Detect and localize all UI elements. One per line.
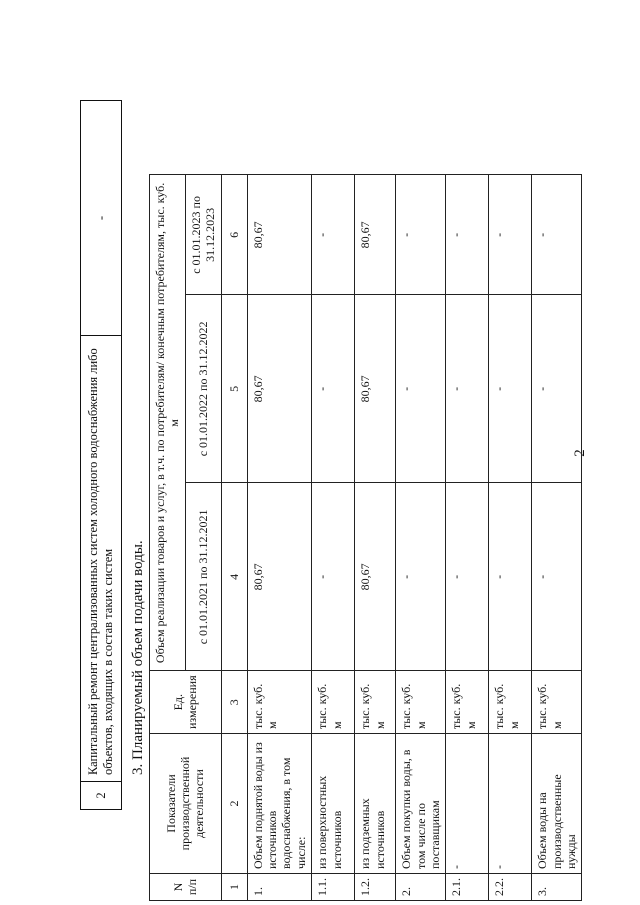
cell-unit: тыс. куб. м — [396, 671, 446, 734]
cell-value-2023: - — [446, 175, 489, 295]
page-number: 2 — [572, 449, 588, 457]
table-row — [355, 175, 396, 901]
cell-num: 2.2. — [489, 874, 532, 901]
cell-name: Объем воды на производственные нужды — [532, 734, 582, 874]
row-text: Капитальный ремонт централизованных систем холодного водоснабжения либо объектов, входящих в состав таких систем — [81, 336, 122, 782]
cell-value-2021: - — [532, 483, 582, 671]
cell-name: из подземных источников — [355, 734, 396, 874]
cell-unit: тыс. куб. м — [532, 671, 582, 734]
table-row — [489, 175, 532, 901]
cell-value-2021: 80,67 — [355, 483, 396, 671]
section-title: 3. Планируемый объем подачи воды. — [130, 540, 146, 775]
table-header-row — [150, 175, 186, 901]
cell-value-2023: 80,67 — [355, 175, 396, 295]
cell-name: - — [489, 734, 532, 874]
cell-name: из поверхностных источников — [312, 734, 355, 874]
cell-value-2022: - — [312, 295, 355, 483]
cell-unit: тыс. куб. м — [312, 671, 355, 734]
table-row — [81, 101, 122, 810]
column-number: 6 — [221, 175, 247, 295]
cell-value-2023: - — [396, 175, 446, 295]
cell-value-2023: 80,67 — [247, 175, 312, 295]
column-number: 1 — [221, 874, 247, 901]
table-row — [396, 175, 446, 901]
cell-unit: тыс. куб. м — [446, 671, 489, 734]
header-unit: Ед. измерения — [150, 671, 222, 734]
cell-value-2021: - — [396, 483, 446, 671]
cell-value-2023: - — [532, 175, 582, 295]
cell-num: 2.1. — [446, 874, 489, 901]
cell-unit: тыс. куб. м — [247, 671, 312, 734]
cell-unit: тыс. куб. м — [355, 671, 396, 734]
cell-value-2023: - — [489, 175, 532, 295]
cell-value-2022: - — [446, 295, 489, 483]
row-value: - — [81, 101, 122, 336]
cell-value-2022: - — [396, 295, 446, 483]
cell-num: 2. — [396, 874, 446, 901]
row-number: 2 — [81, 782, 122, 810]
table-row — [312, 175, 355, 901]
header-period-2022: с 01.01.2022 по 31.12.2022 — [185, 295, 221, 483]
cell-value-2021: - — [312, 483, 355, 671]
cell-value-2021: 80,67 — [247, 483, 312, 671]
cell-num: 1.1. — [312, 874, 355, 901]
header-period-2021: с 01.01.2021 по 31.12.2021 — [185, 483, 221, 671]
cell-num: 3. — [532, 874, 582, 901]
table-row — [532, 175, 582, 901]
cell-name: - — [446, 734, 489, 874]
column-number: 4 — [221, 483, 247, 671]
cell-num: 1.2. — [355, 874, 396, 901]
cell-value-2022: 80,67 — [247, 295, 312, 483]
cell-value-2022: - — [489, 295, 532, 483]
column-number: 3 — [221, 671, 247, 734]
cell-value-2023: - — [312, 175, 355, 295]
column-number-row — [221, 175, 247, 901]
previous-table-fragment — [80, 100, 122, 810]
cell-name: Объем покупки воды, в том числе по поставщикам — [396, 734, 446, 874]
column-number: 2 — [221, 734, 247, 874]
cell-unit: тыс. куб. м — [489, 671, 532, 734]
table-row — [446, 175, 489, 901]
header-period-2023: с 01.01.2023 по 31.12.2023 — [185, 175, 221, 295]
cell-name: Объем поднятой воды из источников водоснабжения, в том числе: — [247, 734, 312, 874]
cell-value-2021: - — [489, 483, 532, 671]
header-volume-group: Объем реализации товаров и услуг, в т.ч. по потребителям/ конечным потребителям, тыс. куб. м — [150, 175, 186, 671]
table-row — [247, 175, 312, 901]
header-indicator: Показатели производственной деятельности — [150, 734, 222, 874]
cell-value-2022: 80,67 — [355, 295, 396, 483]
cell-value-2022: - — [532, 295, 582, 483]
column-number: 5 — [221, 295, 247, 483]
header-num: N п/п — [150, 874, 222, 901]
cell-num: 1. — [247, 874, 312, 901]
water-supply-table — [149, 174, 582, 901]
cell-value-2021: - — [446, 483, 489, 671]
